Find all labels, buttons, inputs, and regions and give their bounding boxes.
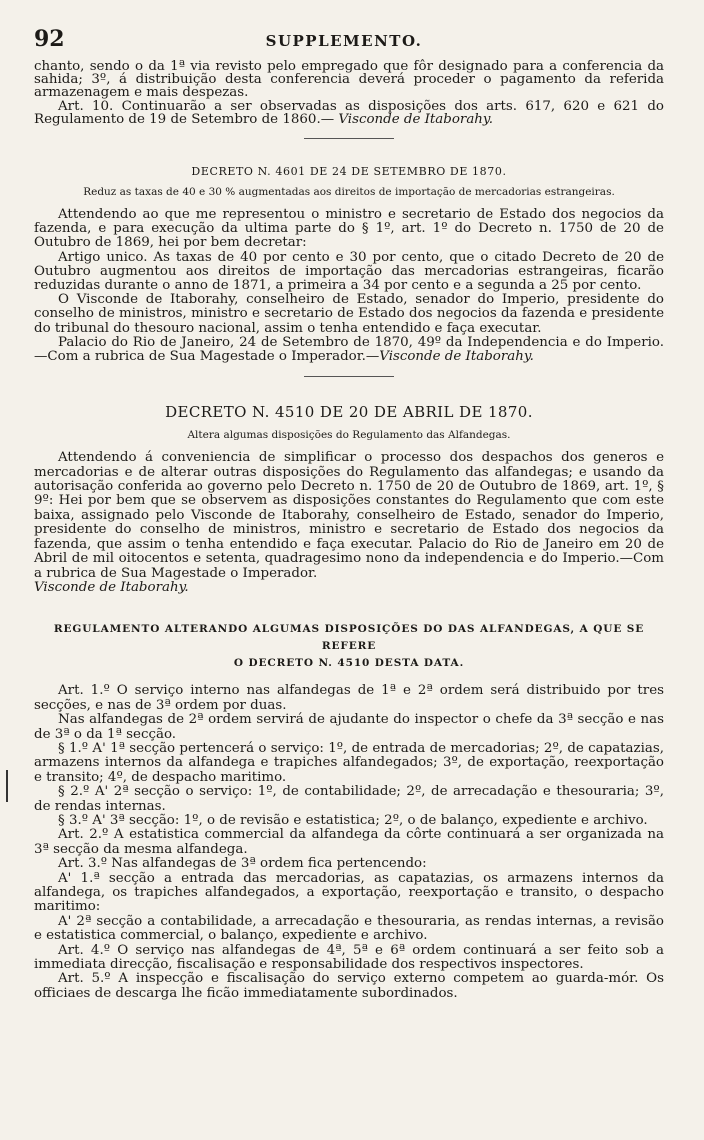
decree-subtitle: Altera algumas disposições do Regulamento das Alfandegas. xyxy=(187,429,511,442)
page-number: 92 xyxy=(34,26,65,52)
decree-paragraph: Attendendo ao que me representou o ministro e secretario de Estado dos negocios da fazenda, e para execução da ultima parte do § 1º, art. 1º do Decreto n. 1750 de 20 de Outubro de 1869, hei por bem decretar: xyxy=(34,207,664,251)
decree-paragraph xyxy=(34,336,664,364)
regulation-paragraph: § 2.º A' 2ª secção o serviço: 1º, de contabilidade; 2º, de arrecadação e thesouraria; 3º, de rendas internas. xyxy=(34,784,664,814)
decree-closing: Palacio do Rio de Janeiro, 24 de Setembro de 1870, 49º da Independencia e do Imperio.—Com a rubrica de Sua Magestade o Imperador.— xyxy=(34,334,664,365)
article-10-text: Art. 10. Continuarão a ser observadas as disposições dos arts. 617, 620 e 621 do Regulamento de 19 de Setembro de 1860.— xyxy=(34,98,664,127)
section-divider xyxy=(304,138,394,139)
regulation-paragraph: § 1.º A' 1ª secção pertencerá o serviço: 1º, de entrada de mercadorias; 2º, de capatazias, armazens internos da alfandega e trapiches alfandegados; 3º, de exportação, reexportação e transito; 4º, de despacho maritimo. xyxy=(34,740,664,785)
margin-mark xyxy=(6,770,8,802)
regulation-title-line: O DECRETO N. 4510 DESTA DATA. xyxy=(233,657,465,670)
decree-subtitle: Reduz as taxas de 40 e 30 % augmentadas aos direitos de importação de mercadorias estrangeiras. xyxy=(83,186,615,199)
regulation-title xyxy=(34,621,664,672)
decree-title: DECRETO N. 4510 DE 20 DE ABRIL DE 1870. xyxy=(165,403,533,422)
signature: Visconde de Itaborahy. xyxy=(379,349,534,365)
decree-4510-body xyxy=(34,451,664,595)
decree-paragraph: Attendendo á conveniencia de simplificar o processo dos despachos dos generos e mercadorias e de alterar outras disposições do Regulamento das alfandegas; e usando da autorisação conferida ao governo pelo Decreto n. 1750 de 20 de Outubro de 1869, art. 1º, § 9º: Hei por bem que se observem as disposições constantes do Regulamento que com este baixa, assignado pelo Visconde de Itaborahy, conselheiro de Estado, senador do Imperio, presidente do conselho de ministros, ministro e secretario de Estado dos negocios da fazenda, que assim o tenha entendido e faça executar. Palacio do Rio de Janeiro em 20 de Abril de mil oitocentos e setenta, quadragesimo nono da independencia e do Imperio.—Com a rubrica de Sua Magestade o Imperador. xyxy=(34,450,664,581)
decree-title: DECRETO N. 4601 DE 24 DE SETEMBRO DE 1870. xyxy=(191,165,507,179)
signature: Visconde de Itaborahy. xyxy=(338,111,493,127)
regulation-body xyxy=(34,684,664,1001)
regulation-paragraph: Art. 3.º Nas alfandegas de 3ª ordem fica pertencendo: xyxy=(58,856,427,872)
regulation-title-line: REGULAMENTO ALTERANDO ALGUMAS DISPOSIÇÕES DO DAS ALFANDEGAS, A QUE SE REFERE xyxy=(53,623,645,653)
page-header xyxy=(34,26,664,60)
intro-section xyxy=(34,60,664,126)
running-title: SUPPLEMENTO. xyxy=(265,32,423,50)
regulation-paragraph: Art. 1.º O serviço interno nas alfandegas de 1ª e 2ª ordem será distribuido por tres secções, e nas de 3ª ordem por duas. xyxy=(34,683,664,713)
section-divider xyxy=(304,376,394,377)
signature: Visconde de Itaborahy. xyxy=(34,579,189,595)
intro-paragraph-1: chanto, sendo o da 1ª via revisto pelo empregado que fôr designado para a conferencia da sahida; 3º, á distribuição desta conferencia deverá proceder o pagamento da referida armazenagem e mais despezas. xyxy=(34,59,664,101)
regulation-paragraph: Art. 5.º A inspecção e fiscalisação do serviço externo competem ao guarda-mór. Os officiaes de descarga lhe ficão immediatamente subordinados. xyxy=(34,971,664,1001)
regulation-paragraph: Art. 4.º O serviço nas alfandegas de 4ª, 5ª e 6ª ordem continuará a ser feito sob a immediata direcção, fiscalisação e responsabilidade dos respectivos inspectores. xyxy=(34,942,664,973)
regulation-paragraph: § 3.º A' 3ª secção: 1º, o de revisão e estatistica; 2º, o de balanço, expediente e archivo. xyxy=(58,812,648,828)
regulation-paragraph: A' 2ª secção a contabilidade, a arrecadação e thesouraria, as rendas internas, a revisão e estatistica commercial, o balanço, expediente e archivo. xyxy=(34,913,664,944)
regulation-paragraph: Art. 2.º A estatistica commercial da alfandega da côrte continuará a ser organizada na 3ª secção da mesma alfandega. xyxy=(34,827,664,857)
regulation-paragraph: A' 1.ª secção a entrada das mercadorias, as capatazias, os armazens internos da alfandega, os trapiches alfandegados, a exportação, reexportação e transito, o despacho maritimo: xyxy=(34,870,664,915)
intro-paragraph-2 xyxy=(34,100,664,126)
decree-paragraph: O Visconde de Itaborahy, conselheiro de Estado, senador do Imperio, presidente do conselho de ministros, ministro e secretario de Estado dos negocios da fazenda e presidente do tribunal do thesouro nacional, assim o tenha entendido e faça executar. xyxy=(34,292,664,336)
decree-4601-body xyxy=(34,208,664,364)
regulation-paragraph: Nas alfandegas de 2ª ordem servirá de ajudante do inspector o chefe da 3ª secção e nas de 3ª o da 1ª secção. xyxy=(34,712,664,742)
decree-paragraph: Artigo unico. As taxas de 40 por cento e 30 por cento, que o citado Decreto de 20 de Outubro augmentou aos direitos de importação das mercadorias estrangeiras, ficarão reduzidas durante o anno de 1871, a primeira a 34 por cento e a segunda a 25 por cento. xyxy=(34,249,664,294)
